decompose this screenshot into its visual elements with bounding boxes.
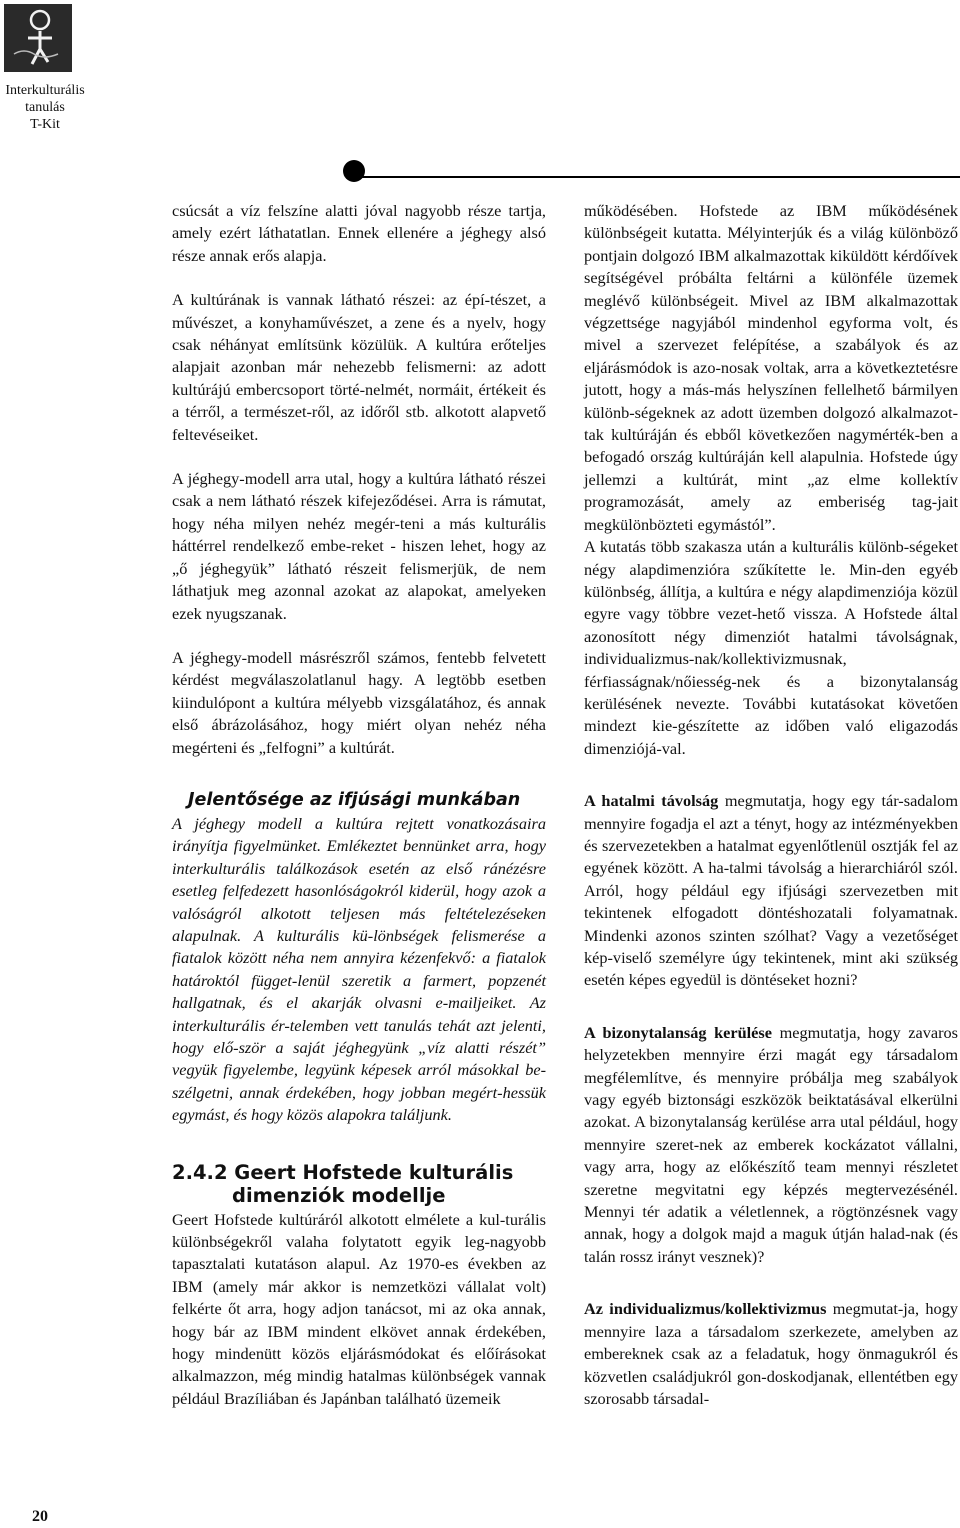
paragraph-text: megmutatja, hogy egy tár-sadalom mennyire fogadja el azt a tényt, hogy az intézményekben és szervezetekben a hatalmat egyenlőtlenül osztják fel az egyének között. A ha-talmi távolság a hierarchiáról szól. Arról, hogy például egy ifjúsági szervezetben mit tekintenek elfogadott döntéshozatali folyamatnak. Mindenki azonos szinten szólhat? Vagy a vezetőséget kép-viselő személyre úgy tekintenek, mint aki szükség esetén képes egyedül is döntéseket hozni? (584, 791, 958, 990)
iceberg-figure-logo-icon (4, 4, 72, 72)
series-label (0, 82, 90, 133)
section-heading (172, 1161, 546, 1207)
paragraph-text: megmutat-ja, hogy mennyire laza a társadalom szerkezete, amelyben az embereknek csak az a feladatuk, hogy önmagukról és közvetlen családjukról gon-doskodjanak, ellentétben egy szorosabb társadal- (584, 1299, 958, 1408)
paragraph: működésében. Hofstede az IBM működésének különbségeit kutatta. Mélyinterjúk és a világ különböző pontjain dolgozó IBM alkalmazottak kiküldött kérdőívek segítségével próbálta feltárni a különféle üzemek meglévő különbségeit. Mivel az IBM alkalmazottak végzettsége nagyjából mindenhol egyforma volt, és mivel a szervezet felépítése, a szabályok és az eljárásmódok is azo-nosak voltak, arra a következtetésre jutott, hogy a más-más helyszínen fellelhető bármilyen különb-ségeknek az adott üzemben dolgozó alkalmazot-tak kultúráján és ebből következően nagymérték-ben a befogadó ország kultúráján kell alapulnia. Hofstede úgy jellemzi a kultúrát, mint „az elme kollektív programozását, amely az emberiség tag-jait megkülönbözteti egymástól”. (584, 201, 958, 534)
section-heading-line-1: 2.4.2 Geert Hofstede kulturális (172, 1160, 514, 1184)
paragraph (584, 1022, 958, 1268)
series-line-2: tanulás (25, 100, 65, 115)
section-heading-line-2: dimenziók modellje (232, 1183, 446, 1207)
section-rule (362, 176, 960, 178)
series-line-3: T-Kit (30, 117, 60, 132)
term-individualism: Az individualizmus/kollektivizmus (584, 1299, 827, 1319)
paragraph (584, 790, 958, 992)
right-column (584, 200, 958, 1410)
paragraph: Geert Hofstede kultúráról alkotott elmélete a kul-turális különbségekről valaha folytatott egyik leg-nagyobb tapasztalati kutatáson alapul. Az 1970-es években az IBM (amely már akkor is nemzetközi vállalat volt) felkérte őt arra, hogy adjon tanácsot, mi az oka annak, hogy bár az IBM mindent elkövet annak érdekében, hogy mindenütt közös eljárásmódokat és előírásokat alkalmazzon, még mindig hatalmas különbségek vannak például Brazíliában és Japánban található üzemeik (172, 1209, 546, 1408)
section-rule-dot-icon (343, 160, 365, 182)
subsection-heading: Jelentősége az ifjúsági munkában (188, 789, 521, 810)
series-line-1: Interkulturális (5, 83, 85, 98)
paragraph-text: megmutatja, hogy zavaros helyzetekben mennyire érzi magát egy társadalom megfélemlítve, és mennyire próbálja meg szabályok vagy egyéb biztonsági eszközök beiktatásával elkerülni azokat. A bizonytalanság kerülése arra utal például, hogy mennyire szeret-nek az emberek kockázatot vállalni, vagy arra, hogy az előkészítő team mennyi részletet szeretne megvitatni egy képzés megtervezésénél. Mennyi tér adatik a véletlennek, a rögtönzésnek vagy annak, hogy a dolgok majd a maguk útján halad-nak (és talán rossz irányt vesznek)? (584, 1022, 958, 1266)
paragraph-italic: A jéghegy modell a kultúra rejtett vonatkozásaira irányítja figyelmünket. Emlékeztet bennünket arra, hogy interkulturális találkozások esetén az első ránézésre esetleg felfedezett hasonlóságokról kiderül, hogy azok a valóságról alkotott teljesen más feltételezéseken alapulnak. A kulturális kü-lönbségek felismerése a fiatalok között néha nem annyira kézenfekvő: a fiatalok határoktól függet-lenül szeretik a farmert, popzenét hallgatnak, és el akarják olvasni e-mailjeiket. Az interkulturális ér-telemben vett tanulás tehát azt jelenti, hogy elő-ször a saját jéghegyünk „víz alatti részét” vegyük figyelembe, legyünk képesek arról másokkal be-szélgetni, annak érdekében, hogy jobban megért-hessük egymást, és hogy közös alapokra találjunk. (172, 813, 546, 1125)
paragraph: A kutatás több szakasza után a kulturális különb-ségeket négy alapdimenzióra szűkítette le. Min-den egyéb különbség, állítja, a kultúra e négy alapdimenziója közül egyre vagy többre vezet-hető vissza. A Hofstede által azonosított négy dimenziót hatalmi távolságnak, individualizmus-nak/kollektivizmusnak, férfiasságnak/nőiesség-nek és a bizonytalanság kerülésének nevezte. További kutatásokat követően mindezt kie-gészítette az időben való eligazodás dimenziójá-val. (584, 537, 958, 758)
paragraph: csúcsát a víz felszíne alatti jóval nagyobb része tartja, amely ezért láthatatlan. Ennek ellenére a jéghegy alsó része annak erős alapja. (172, 201, 546, 265)
paragraph: A jéghegy-modell másrészről számos, fentebb felvetett kérdést megválaszolatlanul hagy. A legtöbb esetben kiindulópont a kultúra mélyebb vizsgálatához, és annak első ábrázolásához, hogy miért olyan nehéz néha megérteni és „felfogni” a kultúrát. (172, 647, 546, 757)
left-column (172, 200, 546, 1410)
page-number: 20 (32, 1508, 48, 1525)
paragraph: A jéghegy-modell arra utal, hogy a kultúra látható részei csak a nem látható részek kifejeződései. Arra is rámutat, hogy néha milyen nehéz megér-teni a más kulturális háttérrel rendelkező embe-reket - hiszen lehet, hogy az „ő jéghegyük” látható részeit felismerjük, de nem láthatjuk meg azonnal azokat az alapokat, amelyeken ezek nyugszanak. (172, 469, 546, 623)
paragraph: A kultúrának is vannak látható részei: az épí-tészet, a művészet, a konyhaművészet, a zene és a nyelv, hogy csak néhányat említsünk közülük. A kultúra erőteljes alapjait azonban már nehezebb felismerni: az adott kultúrájú embercsoport törté-nelmét, normáit, értékeit és a térről, a természet-ről, az időről stb. alkotott alapvető feltevéseiket. (172, 290, 546, 444)
paragraph (584, 1298, 958, 1410)
term-uncertainty-avoidance: A bizonytalanság kerülése (584, 1022, 772, 1042)
term-power-distance: A hatalmi távolság (584, 791, 719, 811)
